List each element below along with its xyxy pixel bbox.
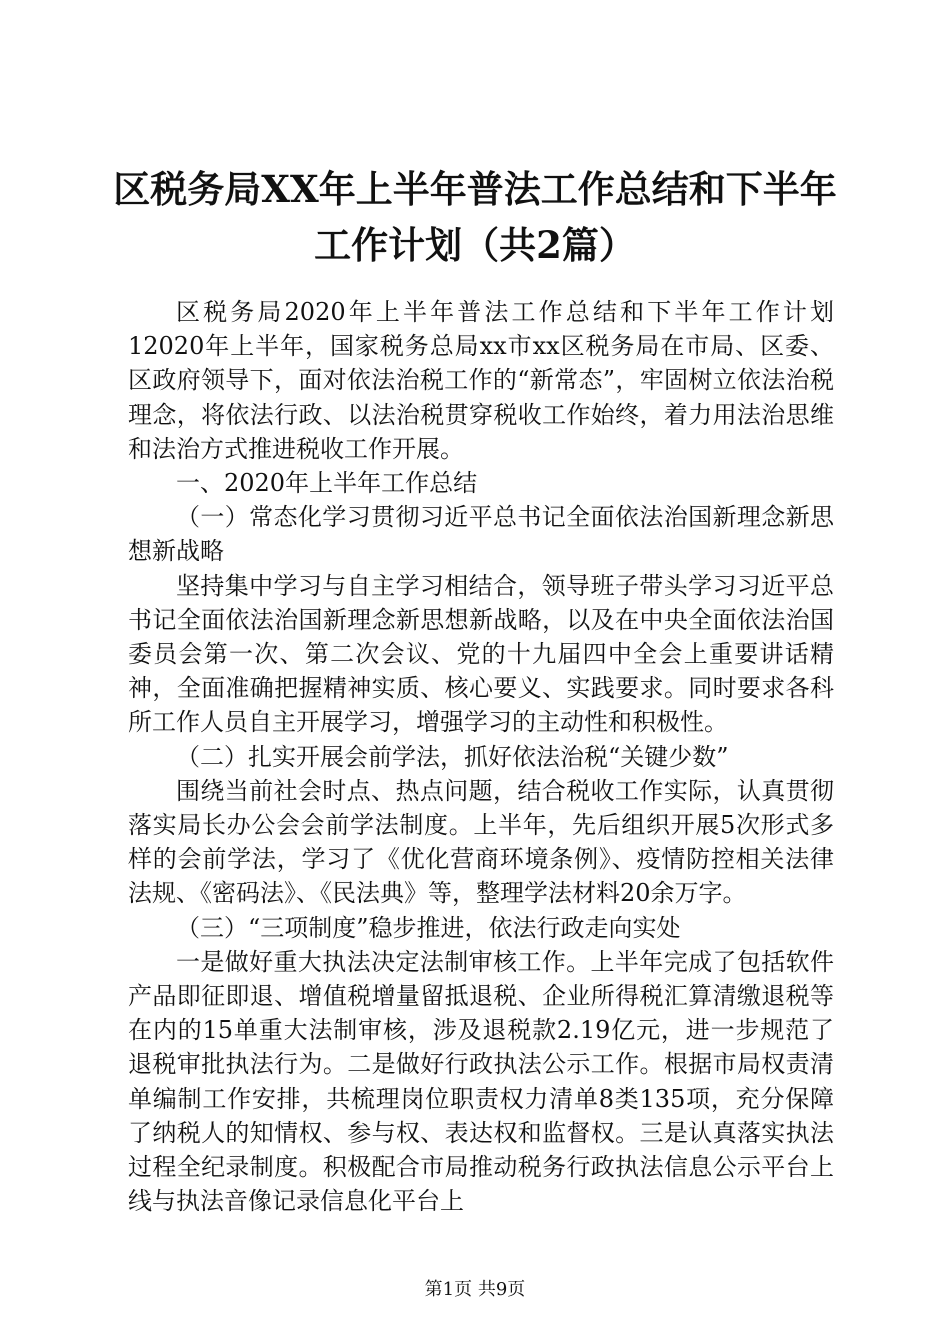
page-footer: 第1页 共9页 xyxy=(424,1279,526,1300)
document-title-line-1: 区税务局XX年上半年普法工作总结和下半年 xyxy=(113,167,837,211)
body-paragraph-meeting-study: 围绕当前社会时点、热点问题，结合税收工作实际，认真贯彻落实局长办公会会前学法制度。上半年，先后组织开展5次形式多样的会前学法，学习了《优化营商环境条例》、疫情防控相关法律法规、《密码法》、《民法典》等，整理学法材料20余万字。 xyxy=(128,776,834,908)
document-title-line-2: 工作计划（共2篇） xyxy=(314,223,636,267)
body-paragraph-intro: 区税务局2020年上半年普法工作总结和下半年工作计划12020年上半年，国家税务总局xx市xx区税务局在市局、区委、区政府领导下，面对依法治税工作的“新常态”，牢固树立依法治税理念，将依法行政、以法治税贯穿税收工作始终，着力用法治思维和法治方式推进税收工作开展。 xyxy=(128,298,834,463)
subsection-heading-2: （二）扎实开展会前学法，抓好依法治税“关键少数” xyxy=(176,742,729,771)
section-heading-1: 一、2020年上半年工作总结 xyxy=(176,469,478,498)
body-paragraph-study: 坚持集中学习与自主学习相结合，领导班子带头学习习近平总书记全面依法治国新理念新思想新战略，以及在中央全面依法治国委员会第一次、第二次会议、党的十九届四中全会上重要讲话精神，全面准确把握精神实质、核心要义、实践要求。同时要求各科所工作人员自主开展学习，增强学习的主动性和积极性。 xyxy=(128,571,834,737)
subsection-heading-1: （一）常态化学习贯彻习近平总书记全面依法治国新理念新思想新战略 xyxy=(128,503,834,566)
subsection-heading-3: （三）“三项制度”稳步推进，依法行政走向实处 xyxy=(176,913,681,942)
body-paragraph-three-systems: 一是做好重大执法决定法制审核工作。上半年完成了包括软件产品即征即退、增值税增量留抵退税、企业所得税汇算清缴退税等在内的15单重大法制审核，涉及退税款2.19亿元，进一步规范了退税审批执法行为。二是做好行政执法公示工作。根据市局权责清单编制工作安排，共梳理岗位职责权力清单8类135项，充分保障了纳税人的知情权、参与权、表达权和监督权。三是认真落实执法过程全纪录制度。积极配合市局推动税务行政执法信息公示平台上线与执法音像记录信息化平台上 xyxy=(128,947,834,1216)
document-body xyxy=(128,295,834,1218)
